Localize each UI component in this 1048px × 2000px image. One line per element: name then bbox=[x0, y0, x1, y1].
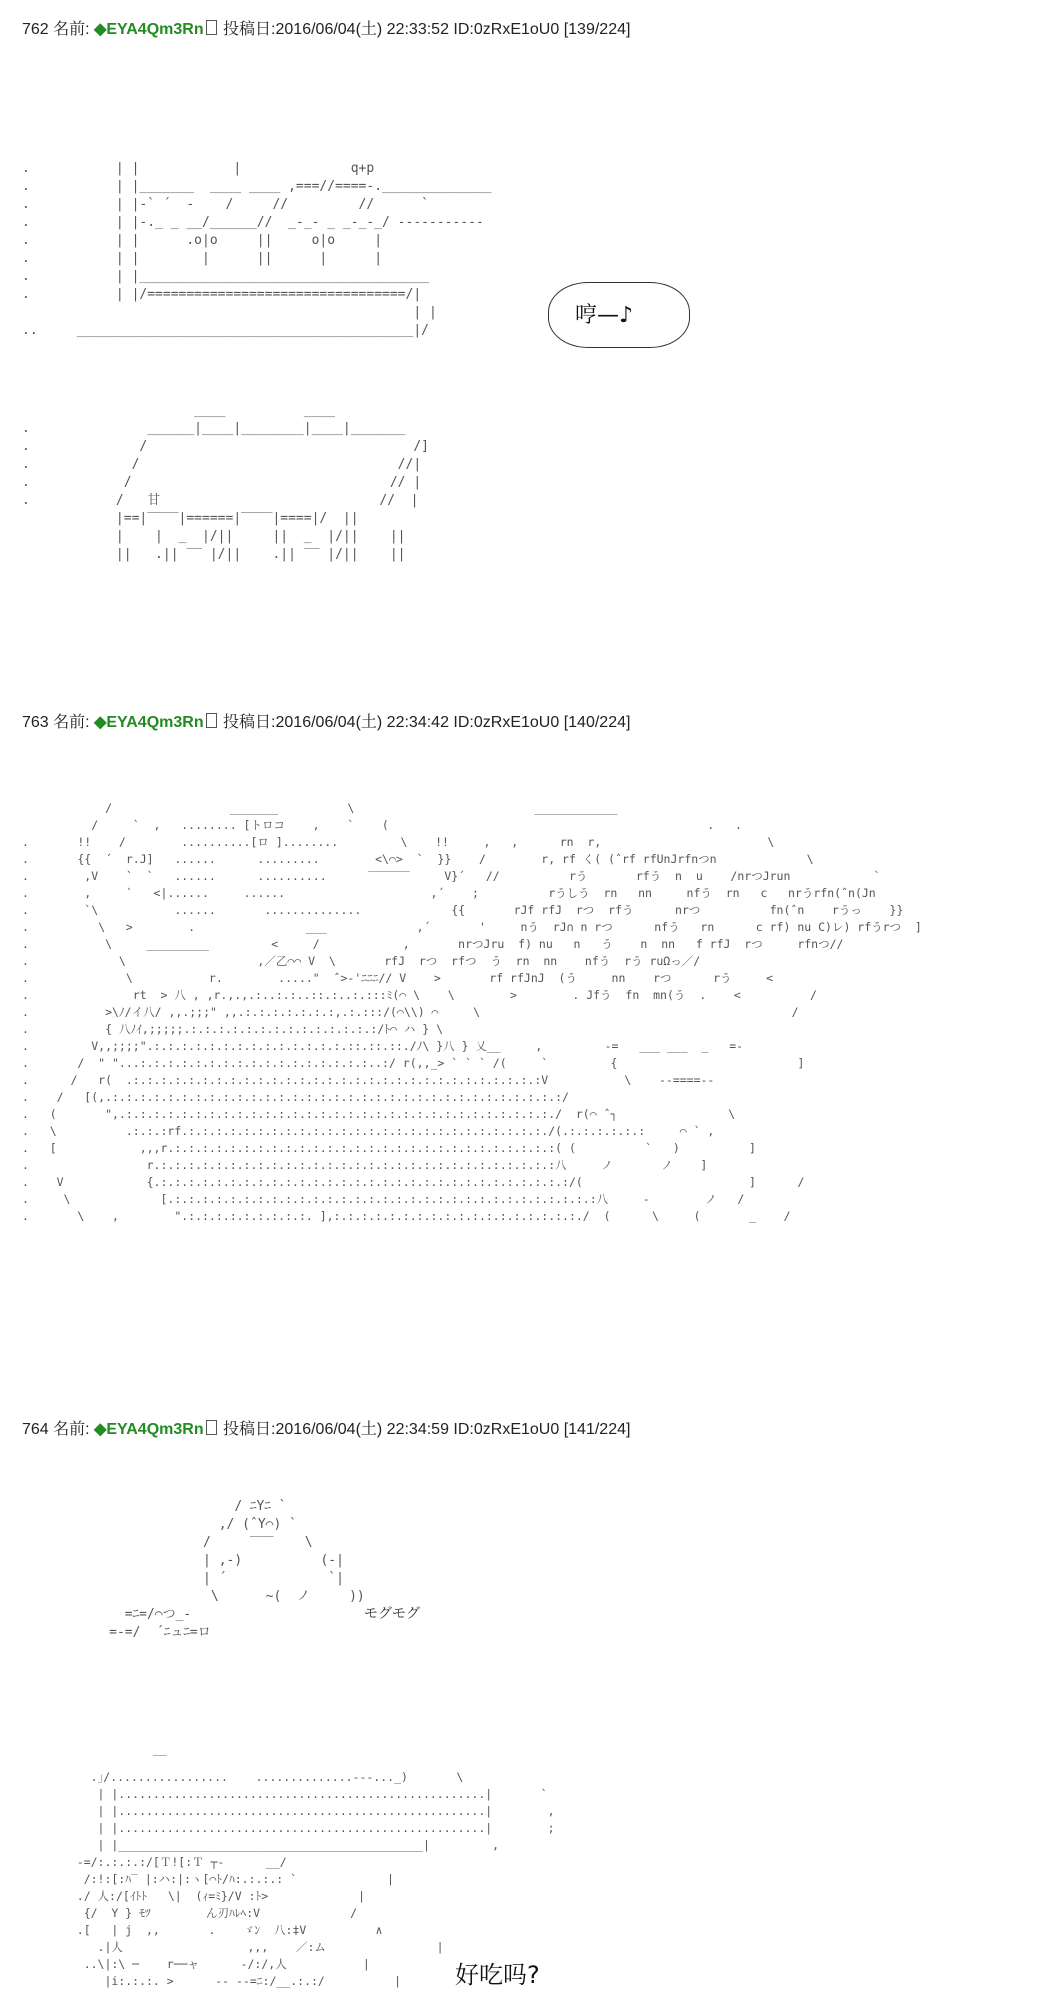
post-number: 764 bbox=[22, 1421, 49, 1438]
post-date: 2016/06/04(土) 22:34:42 bbox=[275, 714, 449, 731]
ascii-art-character-bust: ‾‾ .｣/................. ..............‐‐‐..._) \ | |.....................................................| ` | |.....................................................| , | |.....................................................| ; | |____________________________________________| , ‐=/:.:.:.:/[Ｔ![:Ｔ ┬‐ __/ /:!:[:ﾊ‾ |:ハ:|:ヽ[⌒ﾄ/ﾊ:.:.:.: ` | ./ 人:/[ｲﾄﾄ \| (ｨ=ﾐ}/V :ﾄ> | {/ Y } ﾓﾂ ん刃ﾊﾚﾍ:V / .[ | j ,, . ゞﾝ 八:‡V ∧ .|人 ,,, ／:ム | ..\|:\ ─ r──ャ ‐/:/,人 | |i:.:.:. > ‐‐ ‐‐=ﾆ:/__.:.:/ | bbox=[76, 1753, 555, 1988]
post-number: 763 bbox=[22, 714, 49, 731]
date-label: 投稿日: bbox=[223, 714, 276, 731]
post-header-763 bbox=[22, 713, 630, 733]
poster-trip[interactable]: ◆EYA4Qm3Rn bbox=[94, 1421, 204, 1438]
poster-id[interactable]: ID:0zRxE1oU0 bbox=[453, 21, 560, 38]
mail-icon bbox=[206, 1420, 217, 1435]
post-count: [139/224] bbox=[563, 21, 631, 38]
poster-trip[interactable]: ◆EYA4Qm3Rn bbox=[94, 714, 204, 731]
mail-icon bbox=[206, 20, 217, 35]
poster-id[interactable]: ID:0zRxE1oU0 bbox=[453, 1421, 560, 1438]
poster-id[interactable]: ID:0zRxE1oU0 bbox=[453, 714, 560, 731]
sfx-text: モグモグ bbox=[364, 1606, 420, 1622]
mail-icon bbox=[206, 713, 217, 728]
post-count: [141/224] bbox=[563, 1421, 631, 1438]
ascii-art-table: ____ ____ . ______|____|________|____|_______ . / /] . / //| . / // | . / 甘 // | |==|‾‾‾‾|======|‾‾‾‾|====|/ || | | _ |/|| || _ |/|| || || .|| ‾‾ |/|| .|| ‾‾ |/|| || bbox=[22, 403, 429, 562]
post-header-762 bbox=[22, 20, 630, 40]
date-label: 投稿日: bbox=[223, 1421, 276, 1438]
question-text: 好吃吗? bbox=[455, 1961, 540, 1989]
ascii-art-room-shelf: . | | | q+p . | |_______ ____ ____ ,===//====-.______________ . | |-` ´ - / // // ` . | |-._ _ __/______// _-_- _ _-_-_/ ----------- . | | .o|o || o|o | . | | | || | | . | |_____________________________________ . | |/=================================/| | | .. ___________________________________________|/ bbox=[22, 161, 492, 338]
post-number: 762 bbox=[22, 21, 49, 38]
post-header-764 bbox=[22, 1420, 630, 1440]
speech-text: 哼—♪ bbox=[575, 303, 634, 328]
post-date: 2016/06/04(土) 22:33:52 bbox=[275, 21, 449, 38]
date-label: 投稿日: bbox=[223, 21, 276, 38]
ascii-art-chewing-face: / ﾆYﾆ ` ,/ (ˆY⌒) ` / ‾‾‾ \ | ,-) (-| | ´ `| \ ~( ノ )) =ﾆ=/⌒つ_‐ =‐=/ ´ﾆュﾆ=ロ bbox=[109, 1499, 365, 1640]
poster-trip[interactable]: ◆EYA4Qm3Rn bbox=[94, 21, 204, 38]
post-count: [140/224] bbox=[563, 714, 631, 731]
name-label: 名前: bbox=[53, 1421, 90, 1438]
ascii-art-eating-character: / _______ \ ____________ / ` , ........ [トロコ , ` ( . . . !! / ..........[ロ ]........ \ !! , , rn r, \ . {{ ´ r.J] ...... ......... <\⌒> ` }} / r, rf く( (ˆrf rfUnJrfnつn \ . ,V ` ` ...... .......... ‾‾‾‾‾‾ V}´ // rう rfう n u /nrつJrun ` . , ` <|...... ...... ,´ ; rうしう rn nn nfう rn c nrうrfn(ˆn(Jn . `\ ...... .............. {{ rJf rfJ rつ rfう nrつ fn(ˆn rうっ }} . \ > . ___ ,´ ' nう rJ∩ n rつ nfう rn c rf) nu C)レ) rfうrつ ] . \ _________ < / , nrつJru f) nu n う n nn f rfJ rつ rfnつ// . \ ,／乙⌒⌒ V \ rfJ rつ rfつ う rn nn nfう rう ruΩっ／/ . \ r. ....." ˆ>‐'ﾆﾆﾆ// V > rf rfJnJ (う nn rつ rう < . rt > 八 , ,r.,.,.:..:.:..::.:..:.:::ﾐ(⌒ \ \ > . Jfう fn mn(う . < / . >\ﾉ/イ八/ ,,.;;;" ,,.:.:.:.:.:.:.:,.:.:::/(⌒\\) ⌒ \ / . { 八ﾉｲ,;;;;;.:.:.:.:.:.:.:.:.:.:.:.:.:.:/ﾄ⌒ ハ } \ . V,,;;;;".:.:.:.:.:.:.:.:.:.:.:.:.:.:.::.::.::./ﾉ\ }八 } 乂__ , ‐= ___ ___ _ =‐ . / " "...:.:.:.:.:.:.:.:.:.:.:.:.:.:.:.:.:..:/ r(,,_> ` ` ` /( ` { ] . / r( .:.:.:.:.:.:.:.:.:.:.:.:.:.:.:.:.:.:.:.:.:.:.:.:.:.:.:.:.:.:V \ ‐‐====‐‐ . / [(,.:.:.:.:.:.:.:.:.:.:.:.:.:.:.:.:.:.:.:.:.:.:.:.:.:.:.:.:.:.:.:.:.:/ . ( ",.:.:.:.:.:.:.:.:.:.:.:.:.:.:.:.:.:.:.:.:.:.:.:.:.:.:.:.:.:.:.:./ r(⌒ ˆ┐ \ . \ .:.:.:rf.:.:.:.:.:.:.:.:.:.:.:.:.:.:.:.:.:.:.:.:.:.:.:.:.:.:./(.:.:.:.:.:.: ⌒ ` , . [ ,,,r.:.:.:.:.:.:.:.:.:.:.:.:.:.:.:.:.:.:.:.:.:.:.:.:.:.:.:.:( ( ` ) ] . r.:.:.:.:.:.:.:.:.:.:.:.:.:.:.:.:.:.:.:.:.:.:.:.:.:.:.:.:.:八 ノ ノ ] . V {.:.:.:.:.:.:.:.:.:.:.:.:.:.:.:.:.:.:.:.:.:.:.:.:.:.:.:.:.:.:/( ] / . \ [.:.:.:.:.:.:.:.:.:.:.:.:.:.:.:.:.:.:.:.:.:.:.:.:.:.:.:.:.:.:.:八 ‐ ノ / . \ , ".:.:.:.:.:.:.:.:.:. ],:.:.:.:.:.:.:.:.:.:.:.:.:.:.:.:.:.:./ ( \ ( _ / bbox=[22, 801, 922, 1223]
name-label: 名前: bbox=[53, 21, 90, 38]
post-date: 2016/06/04(土) 22:34:59 bbox=[275, 1421, 449, 1438]
name-label: 名前: bbox=[53, 714, 90, 731]
